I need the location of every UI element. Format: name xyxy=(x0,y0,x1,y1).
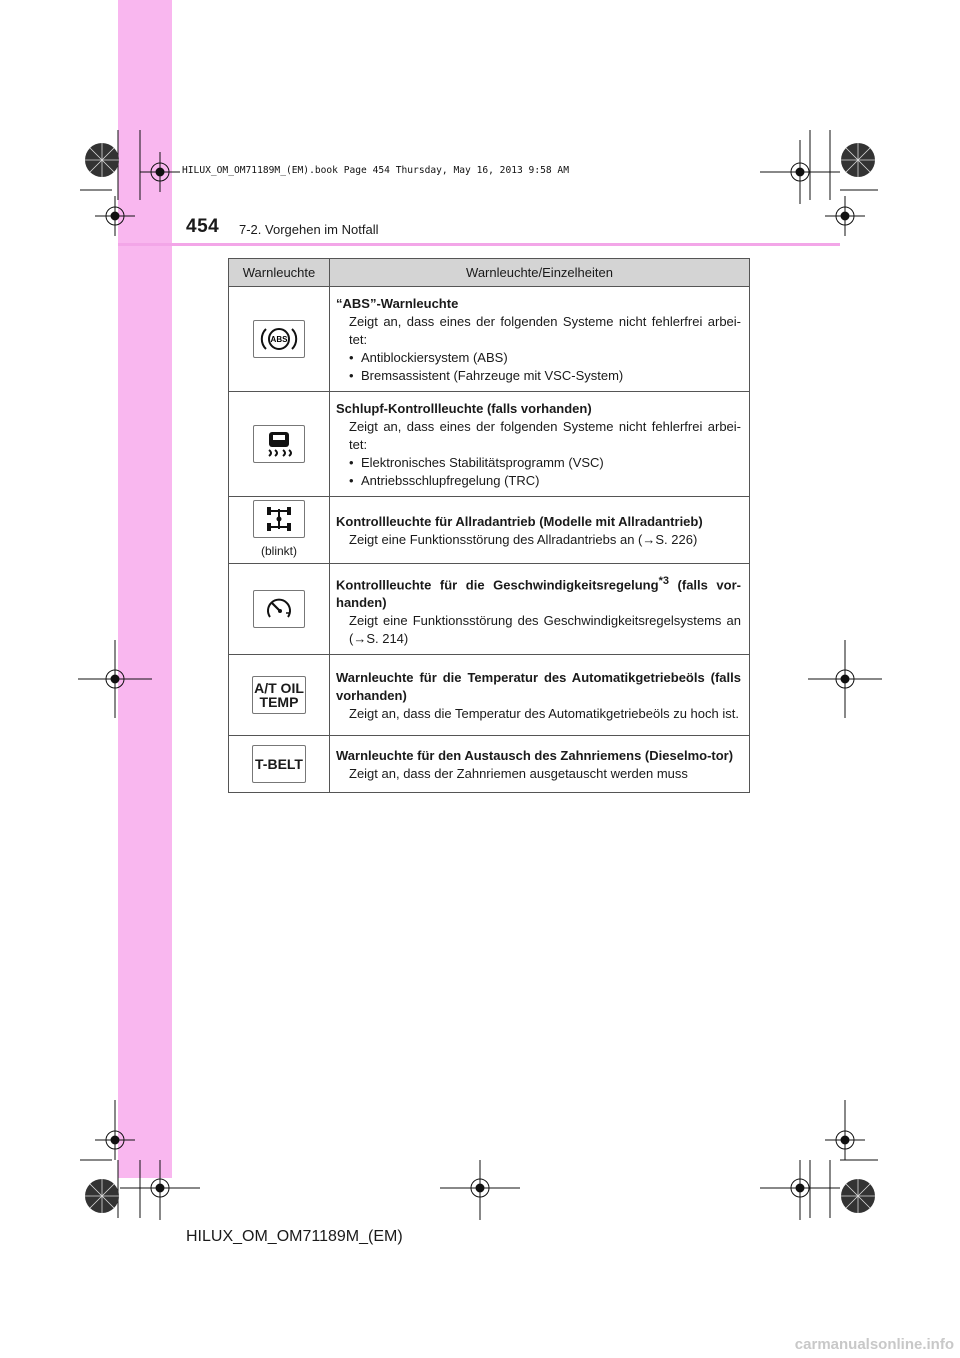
row-title: Warnleuchte für die Temperatur des Automatikgetriebeöls (falls vorhanden) xyxy=(336,670,741,704)
book-stamp: HILUX_OM_OM71189M_(EM).book Page 454 Thursday, May 16, 2013 9:58 AM xyxy=(182,165,569,176)
four-wheel-drive-icon xyxy=(253,500,305,538)
row-title: “ABS”-Warnleuchte xyxy=(336,296,459,311)
row-title: Warnleuchte für den Austausch des Zahnriemens (Dieselmo-tor) xyxy=(336,748,734,764)
bullet-item: • Antiblockiersystem (ABS) xyxy=(336,349,741,367)
blink-note: (blinkt) xyxy=(260,544,297,558)
table-row xyxy=(229,287,750,392)
column-header-details: Warnleuchte/Einzelheiten xyxy=(330,259,750,287)
pink-side-bar xyxy=(118,0,172,1178)
table-row xyxy=(229,497,750,564)
section-title: 7-2. Vorgehen im Notfall xyxy=(239,222,379,237)
watermark: carmanualsonline.info xyxy=(794,1336,954,1353)
at-oil-temp-icon xyxy=(252,676,306,714)
manual-code: HILUX_OM_OM71189M_(EM) xyxy=(186,1228,403,1245)
row-title-main: Kontrollleuchte für die Geschwindigkeitsregelung xyxy=(336,577,659,593)
table-row xyxy=(229,392,750,497)
column-header-icon: Warnleuchte xyxy=(229,259,330,287)
bullet-item: • Bremsassistent (Fahrzeuge mit VSC-System) xyxy=(336,367,741,385)
row-body: Zeigt an, dass eines der folgenden Systeme nicht fehlerfrei arbei-tet: xyxy=(349,314,741,347)
bullet-item: • Elektronisches Stabilitätsprogramm (VSC) xyxy=(336,454,741,472)
row-body: Zeigt an, dass der Zahnriemen ausgetauscht werden muss xyxy=(349,766,688,782)
row-title: Kontrollleuchte für Allradantrieb (Modelle mit Allradantrieb) xyxy=(336,514,703,529)
table-row xyxy=(229,564,750,655)
row-title xyxy=(336,572,741,612)
row-body: Zeigt eine Funktionsstörung des Geschwindigkeitsregelsystems an (→S. 214) xyxy=(349,613,741,647)
row-title-tail: (falls vor-handen) xyxy=(336,577,741,611)
cruise-control-icon xyxy=(253,590,305,628)
row-title: Schlupf-Kontrollleuchte (falls vorhanden) xyxy=(336,401,592,416)
warning-light-table xyxy=(228,258,750,793)
icon-text-line2: TEMP xyxy=(259,694,299,711)
icon-text-line1: A/T OIL xyxy=(254,680,304,697)
row-body: Zeigt an, dass eines der folgenden Systeme nicht fehlerfrei arbei-tet: xyxy=(349,419,741,452)
table-row xyxy=(229,736,750,793)
abs-warning-icon xyxy=(253,320,305,358)
row-body: Zeigt eine Funktionsstörung des Allradantriebs an (→S. 226) xyxy=(349,532,698,547)
slip-indicator-icon xyxy=(253,425,305,463)
page-number: 454 xyxy=(186,216,220,237)
bullet-item: • Antriebsschlupfregelung (TRC) xyxy=(336,472,741,490)
table-row xyxy=(229,655,750,736)
footnote-marker: *3 xyxy=(658,575,669,587)
t-belt-icon xyxy=(252,745,306,783)
svg-text:ABS: ABS xyxy=(270,335,288,344)
icon-text-line1: T-BELT xyxy=(255,756,303,773)
header-rule xyxy=(118,243,840,246)
row-body: Zeigt an, dass die Temperatur des Automatikgetriebeöls zu hoch ist. xyxy=(349,706,739,722)
